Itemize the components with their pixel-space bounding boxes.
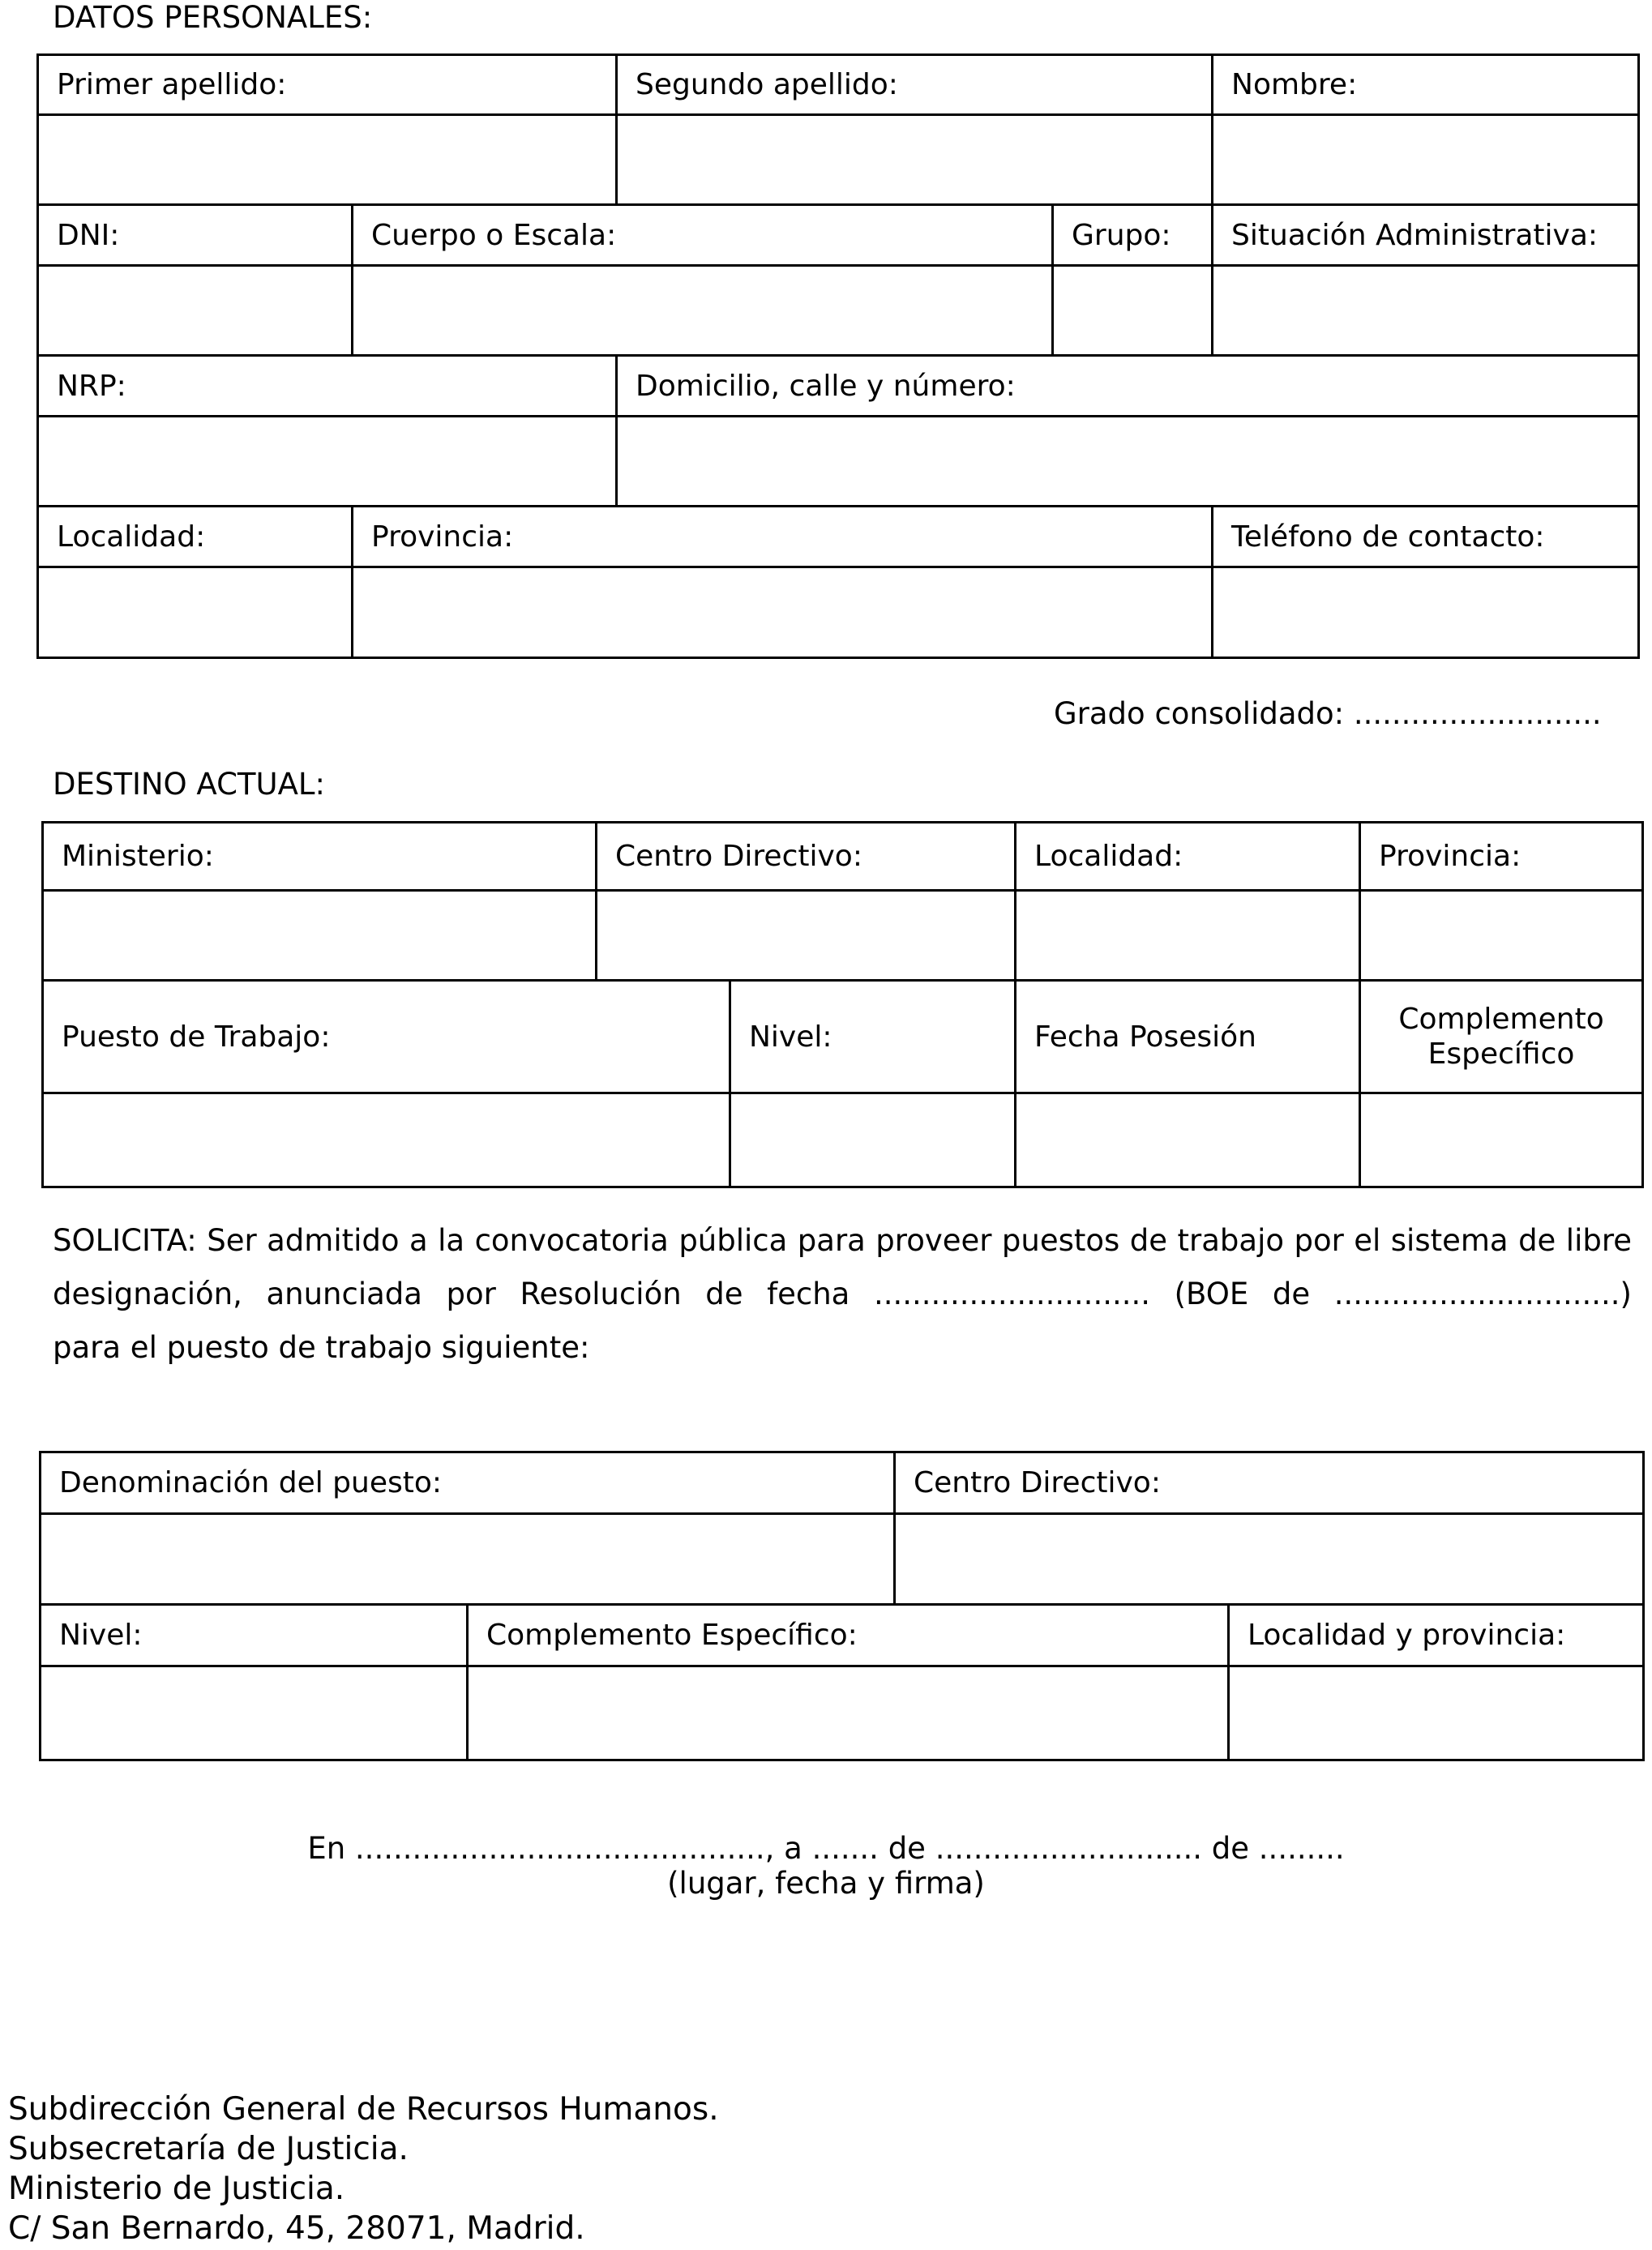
telefono-field[interactable] (1213, 567, 1639, 658)
label-ministerio: Ministerio: (43, 823, 597, 891)
primer-apellido-field[interactable] (38, 115, 617, 205)
label-nivel-destino: Nivel: (730, 981, 1016, 1093)
domicilio-field[interactable] (617, 417, 1639, 507)
label-primer-apellido: Primer apellido: (38, 55, 617, 115)
denominacion-field[interactable] (41, 1514, 895, 1605)
signature-caption: (lugar, fecha y firma) (667, 1866, 985, 1901)
label-segundo-apellido: Segundo apellido: (617, 55, 1213, 115)
label-cuerpo: Cuerpo o Escala: (353, 205, 1053, 266)
label-telefono: Teléfono de contacto: (1213, 507, 1639, 567)
label-complemento-especifico: Complemento Específico (1360, 981, 1643, 1093)
label-localidad-destino: Localidad: (1016, 823, 1360, 891)
label-complemento-puesto: Complemento Específico: (468, 1605, 1229, 1666)
label-puesto-trabajo: Puesto de Trabajo: (43, 981, 730, 1093)
localidad-destino-field[interactable] (1016, 891, 1360, 981)
grupo-field[interactable] (1053, 266, 1213, 356)
complemento-especifico-field[interactable] (1360, 1093, 1643, 1187)
fecha-posesion-field[interactable] (1016, 1093, 1360, 1187)
destino-actual-table (41, 821, 1644, 1188)
label-dni: DNI: (38, 205, 353, 266)
label-localidad: Localidad: (38, 507, 353, 567)
label-nrp: NRP: (38, 356, 617, 417)
puesto-solicitado-table (39, 1451, 1645, 1761)
solicita-line-3: para el puesto de trabajo siguiente: (53, 1330, 590, 1365)
solicita-line-1: SOLICITA: Ser admitido a la convocatoria pública para proveer puestos de trabajo por el sistema de libre (53, 1223, 1632, 1258)
label-grupo: Grupo: (1053, 205, 1213, 266)
destino-actual-heading: DESTINO ACTUAL: (53, 767, 325, 802)
situacion-field[interactable] (1213, 266, 1639, 356)
puesto-trabajo-field[interactable] (43, 1093, 730, 1187)
label-fecha-posesion: Fecha Posesión (1016, 981, 1360, 1093)
label-nombre: Nombre: (1213, 55, 1639, 115)
label-provincia-destino: Provincia: (1360, 823, 1643, 891)
nrp-field[interactable] (38, 417, 617, 507)
label-centro-directivo-puesto: Centro Directivo: (895, 1452, 1644, 1514)
footer-address (8, 2090, 719, 2248)
centro-directivo-puesto-field[interactable] (895, 1514, 1644, 1605)
solicita-paragraph (53, 1214, 1632, 1375)
label-centro-directivo: Centro Directivo: (597, 823, 1016, 891)
dni-field[interactable] (38, 266, 353, 356)
footer-line-2: Subsecretaría de Justicia. (8, 2131, 409, 2167)
nivel-destino-field[interactable] (730, 1093, 1016, 1187)
provincia-destino-field[interactable] (1360, 891, 1643, 981)
localidad-provincia-field[interactable] (1229, 1666, 1644, 1760)
signature-line: En ..........................................., a ....... de ............................ de ......... (307, 1831, 1345, 1866)
footer-line-4: C/ San Bernardo, 45, 28071, Madrid. (8, 2210, 585, 2247)
personal-data-heading: DATOS PERSONALES: (53, 0, 373, 35)
nombre-field[interactable] (1213, 115, 1639, 205)
segundo-apellido-field[interactable] (617, 115, 1213, 205)
solicita-line-2: designación, anunciada por Resolución de fecha ............................. (BOE de ..............................) (53, 1277, 1632, 1311)
label-denominacion: Denominación del puesto: (41, 1452, 895, 1514)
footer-line-1: Subdirección General de Recursos Humanos. (8, 2091, 719, 2128)
label-localidad-provincia: Localidad y provincia: (1229, 1605, 1644, 1666)
label-situacion: Situación Administrativa: (1213, 205, 1639, 266)
label-provincia: Provincia: (353, 507, 1213, 567)
nivel-puesto-field[interactable] (41, 1666, 468, 1760)
centro-directivo-field[interactable] (597, 891, 1016, 981)
footer-line-3: Ministerio de Justicia. (8, 2171, 345, 2207)
personal-data-table (36, 53, 1640, 659)
label-nivel-puesto: Nivel: (41, 1605, 468, 1666)
label-domicilio: Domicilio, calle y número: (617, 356, 1639, 417)
cuerpo-field[interactable] (353, 266, 1053, 356)
provincia-field[interactable] (353, 567, 1213, 658)
grado-consolidado: Grado consolidado: .......................... (1054, 696, 1602, 731)
complemento-puesto-field[interactable] (468, 1666, 1229, 1760)
localidad-field[interactable] (38, 567, 353, 658)
ministerio-field[interactable] (43, 891, 597, 981)
